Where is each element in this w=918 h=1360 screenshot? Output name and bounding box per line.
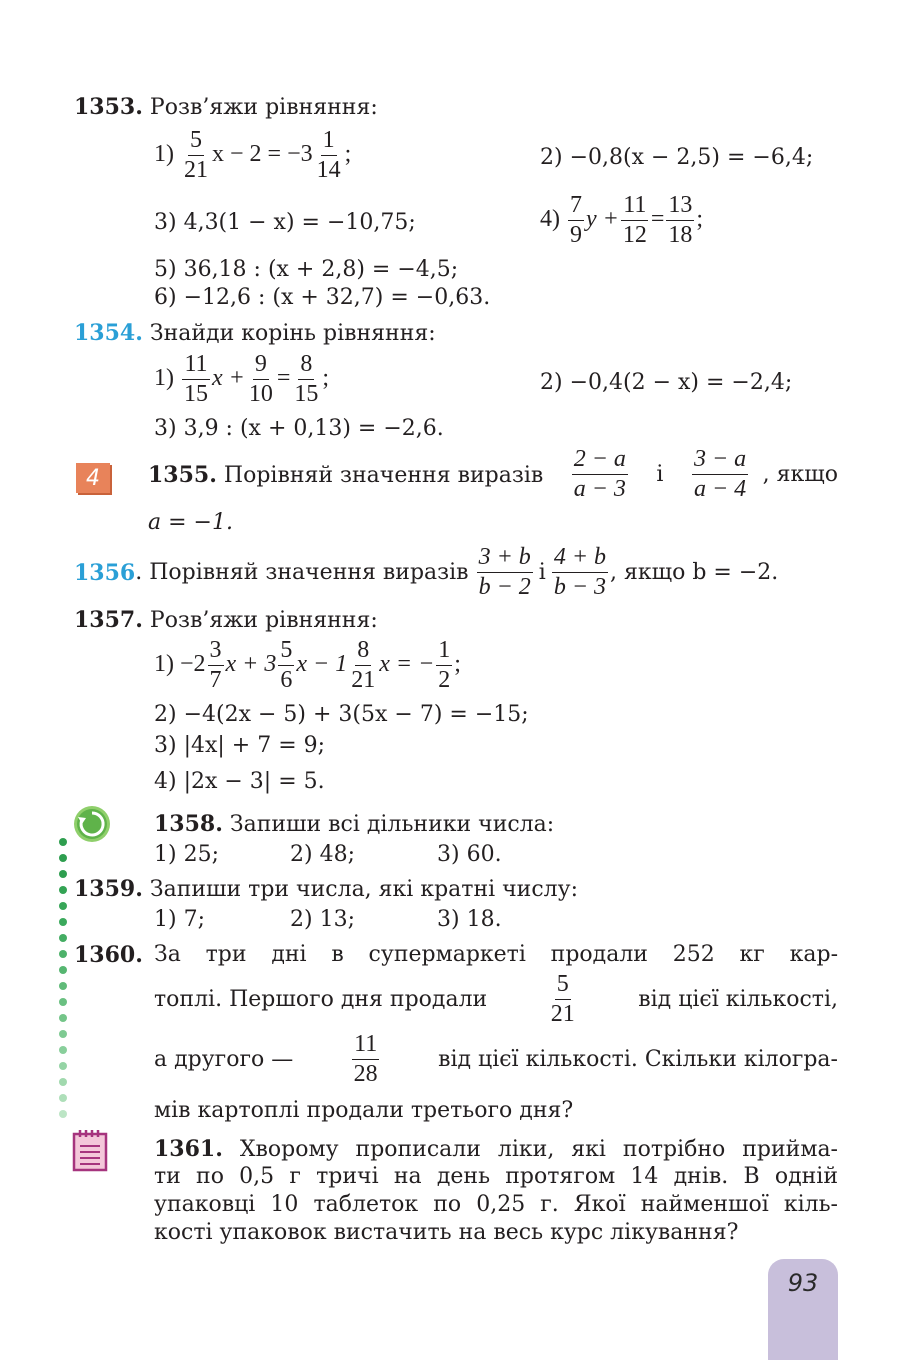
problem-1360-line3: а другого — $\frac{11}{28}$ від цієї кількості. Скільки кілогра- [154,1031,838,1088]
fraction: $\frac{2 - a}{a - 3}$ [573,446,626,503]
problem-1359-opt3: 3) 18. [437,907,502,932]
problem-1356: 1356 . Порівняй значення виразів $\frac{3 + b}{b - 2}$ і $\frac{4 + b}{b - 3}$ , якщо b = −2. [74,544,779,601]
problem-1355-line1: 1355. Порівняй значення виразів $\frac{2 - a}{a - 3}$ і $\frac{3 - a}{a - 4}$ , якщо [148,446,838,503]
problem-1353-eq4: 4) $\frac{7}{9}$ y + $\frac{11}{12}$ = $\frac{13}{18}$ ; [540,192,704,249]
fraction: $\frac{11}{28}$ [353,1031,378,1088]
repeat-cycle-icon [72,804,112,850]
fraction: $\frac{11}{15}$ [184,351,208,408]
problem-1358-opt1: 1) 25; [154,842,219,867]
problem-1358-opt3: 3) 60. [437,842,502,867]
fraction: $\frac{3 + b}{b - 2}$ [478,544,531,601]
problem-title: Розв’яжи рівняння: [149,608,378,633]
problem-1353-eq1: 1) $\frac{5}{21}$ x − 2 = −3 $\frac{1}{14}$ ; [154,127,352,184]
problem-title: Запиши всі дільники числа: [229,812,555,837]
problem-title: Розв’яжи рівняння: [149,95,378,120]
fraction: $\frac{1}{2}$ [438,637,451,694]
problem-number: 1355. [148,461,217,488]
page-number: 93 [768,1259,838,1360]
problem-1358-header [154,811,554,837]
fraction: $\frac{7}{9}$ [570,192,582,249]
problem-1360-line4: мів картоплі продали третього дня? [154,1098,574,1123]
problem-title: Знайди корінь рівняння: [149,321,436,346]
problem-1359-opt1: 1) 7; [154,907,205,932]
problem-1354-eq2: 2) −0,4(2 − x) = −2,4; [540,370,793,395]
problem-1357-header [74,607,378,633]
fraction: $\frac{5}{21}$ [550,971,575,1028]
problem-number: 1359. [74,876,143,902]
problem-number: 1361. [154,1136,223,1162]
problem-number: 1357. [74,607,143,633]
problem-1353-eq5: 5) 36,18 : (x + 2,8) = −4,5; [154,257,459,282]
problem-1357-eq4: 4) |2x − 3| = 5. [154,769,325,794]
fraction: $\frac{5}{21}$ [184,127,208,184]
problem-number: 1358. [154,811,223,837]
fraction: $\frac{3 - a}{a - 4}$ [693,446,747,503]
problem-1353-eq2: 2) −0,8(x − 2,5) = −6,4; [540,145,814,170]
fraction: $\frac{1}{14}$ [316,127,341,184]
problem-1353-eq6: 6) −12,6 : (x + 32,7) = −0,63. [154,285,491,310]
problem-title: Запиши три числа, які кратні числу: [149,877,578,902]
problem-number: 1354. [74,320,143,346]
problem-1357-eq1: 1) −2 $\frac{3}{7}$ x + 3 $\frac{5}{6}$ x − 1 $\frac{8}{21}$ x = − $\frac{1}{2}$ ; [154,637,461,694]
problem-1357-eq2: 2) −4(2x − 5) + 3(5x − 7) = −15; [154,702,529,727]
problem-1353-eq3: 3) 4,3(1 − x) = −10,75; [154,210,416,235]
problem-1361-line2: ти по 0,5 г тричі на день протягом 14 днів. В одній [154,1164,838,1189]
fraction: $\frac{13}{18}$ [668,192,693,249]
problem-1361-line3: упаковці 10 таблеток по 0,25 г. Якої найменшої кіль- [154,1192,838,1217]
problem-1358-opt2: 2) 48; [290,842,355,867]
problem-1361-line4: кості упаковок вистачить на весь курс лікування? [154,1220,739,1245]
problem-1359-opt2: 2) 13; [290,907,355,932]
notebook-icon [72,1128,110,1178]
problem-1357-eq3: 3) |4x| + 7 = 9; [154,733,326,758]
fraction: $\frac{8}{21}$ [351,637,376,694]
level-4-marker-icon: 4 [76,463,110,493]
fraction: $\frac{3}{7}$ [209,637,222,694]
problem-1361-line1: 1361. Хворому прописали ліки, які потрібно прийма- [154,1136,838,1162]
problem-1353-header [74,94,378,120]
problem-1354-eq1: 1) $\frac{11}{15}$ x + $\frac{9}{10}$ = $\frac{8}{15}$ ; [154,351,330,408]
fraction: $\frac{11}{12}$ [622,192,647,249]
fraction: $\frac{5}{6}$ [280,637,293,694]
problem-1360-line2: топлі. Першого дня продали $\frac{5}{21}$ від цієї кількості, [154,971,838,1028]
problem-1355-line2: a = −1. [148,510,233,535]
problem-1359-header [74,876,578,902]
problem-1354-header [74,320,436,346]
problem-1360-number: 1360. [74,942,143,968]
fraction: $\frac{8}{15}$ [294,351,319,408]
problem-number: 1356 [74,559,136,586]
fraction: $\frac{9}{10}$ [248,351,273,408]
problem-number: 1353. [74,94,143,120]
fraction: $\frac{4 + b}{b - 3}$ [553,544,607,601]
problem-1360-line1: За три дні в супермаркеті продали 252 кг кар- [154,942,838,967]
problem-1354-eq3: 3) 3,9 : (x + 0,13) = −2,6. [154,416,444,441]
